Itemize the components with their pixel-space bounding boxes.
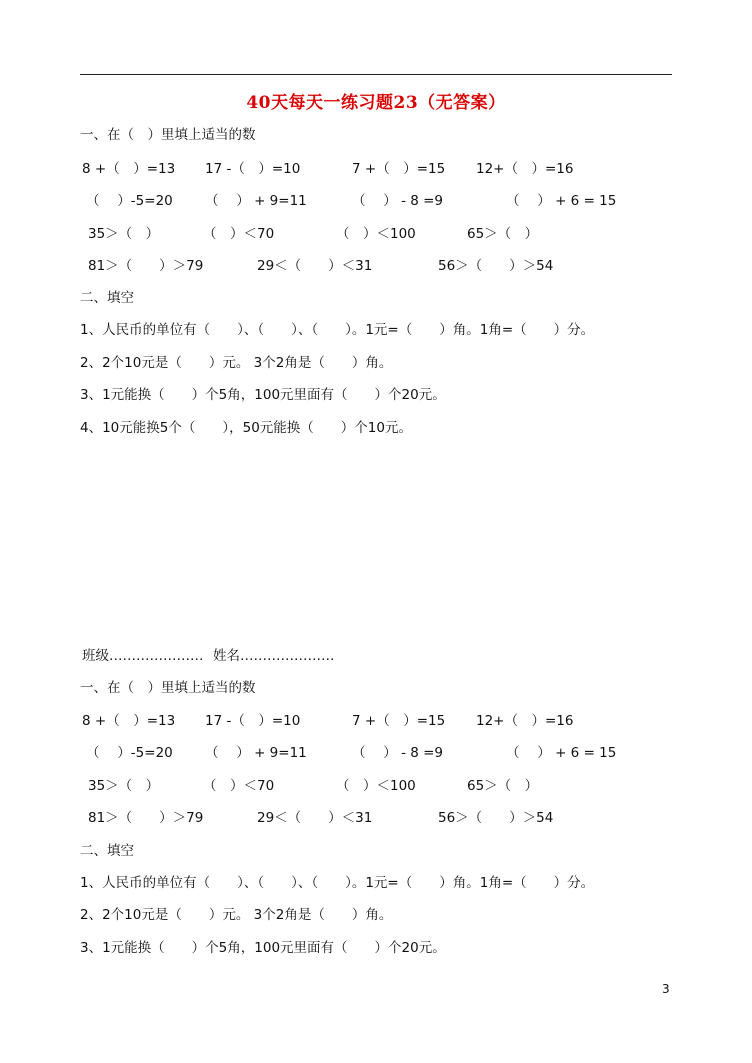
math-cell: 81＞（ ）＞79 [88, 258, 204, 274]
fill-question: 2、2个10元是（ ）元。 3个2角是（ ）角。 [80, 907, 393, 923]
math-cell: 56＞（ ）＞54 [438, 258, 554, 274]
math-cell: （ ） - 8 =9 [352, 745, 444, 761]
math-cell: 29＜（ ）＜31 [257, 810, 373, 826]
math-cell: 12+（ ）=16 [476, 713, 574, 729]
header-rule [80, 74, 672, 75]
name-label: 姓名………………… [213, 648, 335, 664]
math-cell: （ ） + 6 = 15 [506, 745, 617, 761]
math-cell: 35＞（ ） [88, 778, 160, 794]
math-cell: 8 +（ ）=13 [82, 161, 176, 177]
fill-question: 1、人民币的单位有（ ）、（ ）、（ ）。1元=（ ）角。1角=（ ）分。 [80, 322, 595, 338]
math-cell: （ ）＜100 [336, 226, 416, 242]
math-cell: （ ） + 6 = 15 [506, 193, 617, 209]
section-heading-1: 一、在（ ）里填上适当的数 [80, 680, 256, 696]
math-cell: 12+（ ）=16 [476, 161, 574, 177]
math-cell: 35＞（ ） [88, 226, 160, 242]
math-cell: 81＞（ ）＞79 [88, 810, 204, 826]
math-cell: （ ）-5=20 [86, 745, 173, 761]
math-cell: 17 -（ ）=10 [205, 713, 301, 729]
math-cell: 29＜（ ）＜31 [257, 258, 373, 274]
section-heading-2: 二、填空 [80, 843, 134, 859]
page-title: 40天每天一练习题23（无答案） [246, 93, 506, 113]
math-cell: （ ）＜70 [203, 226, 275, 242]
section-heading-1: 一、在（ ）里填上适当的数 [80, 127, 256, 143]
math-cell: 65＞（ ） [467, 778, 539, 794]
class-label: 班级………………… [82, 648, 204, 664]
fill-question: 3、1元能换（ ）个5角，100元里面有（ ）个20元。 [80, 387, 446, 403]
math-cell: 17 -（ ）=10 [205, 161, 301, 177]
fill-question: 3、1元能换（ ）个5角，100元里面有（ ）个20元。 [80, 940, 446, 956]
page-number: 3 [662, 982, 670, 996]
fill-question: 4、10元能换5个（ ），50元能换（ ）个10元。 [80, 420, 412, 436]
fill-question: 1、人民币的单位有（ ）、（ ）、（ ）。1元=（ ）角。1角=（ ）分。 [80, 875, 595, 891]
math-cell: 65＞（ ） [467, 226, 539, 242]
math-cell: （ ） + 9=11 [205, 745, 307, 761]
section-heading-2: 二、填空 [80, 290, 134, 306]
math-cell: 7 +（ ）=15 [352, 713, 446, 729]
math-cell: 7 +（ ）=15 [352, 161, 446, 177]
math-cell: （ ）＜100 [336, 778, 416, 794]
math-cell: （ ） + 9=11 [205, 193, 307, 209]
math-cell: （ ）＜70 [203, 778, 275, 794]
math-cell: （ ） - 8 =9 [352, 193, 444, 209]
math-cell: 56＞（ ）＞54 [438, 810, 554, 826]
fill-question: 2、2个10元是（ ）元。 3个2角是（ ）角。 [80, 355, 393, 371]
math-cell: （ ）-5=20 [86, 193, 173, 209]
math-cell: 8 +（ ）=13 [82, 713, 176, 729]
